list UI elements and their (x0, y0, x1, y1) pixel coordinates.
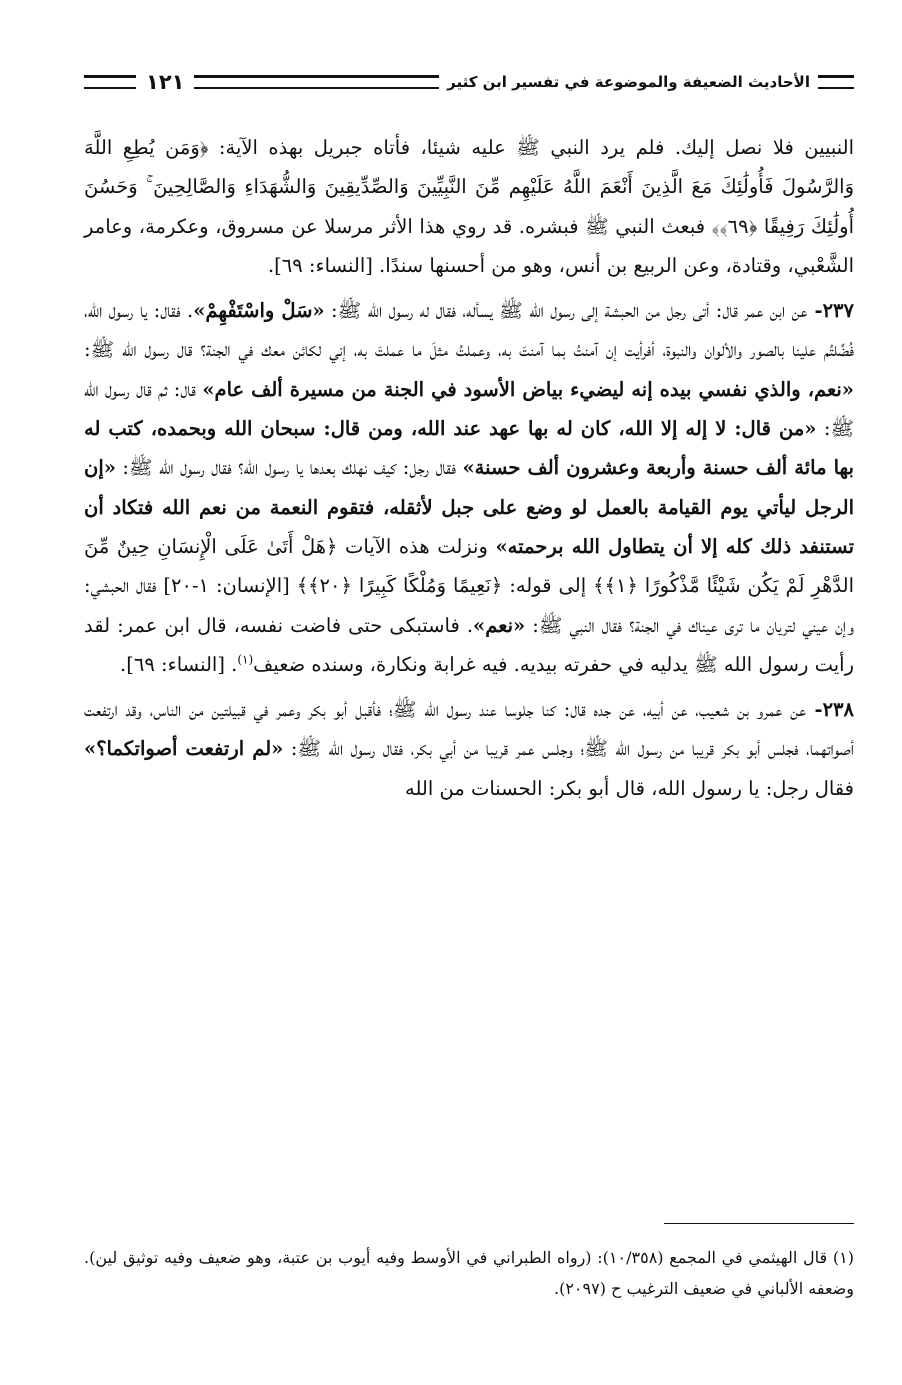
text-run: النبيين فلا نصل إليك. فلم يرد النبي ﷺ عليه شيئا، فأتاه جبريل بهذه الآية: (208, 136, 855, 159)
text-run: فقال رجل: يا رسول الله، قال أبو بكر: الحسنات من الله (405, 776, 854, 800)
text-run: ونزلت هذه الآيات (337, 534, 496, 558)
paragraph (84, 128, 854, 285)
page-number: ١٢١ (146, 70, 185, 94)
paragraph (84, 291, 854, 684)
hadith-quote: «من قال: لا إله إلا الله، كان له بها عهد عند الله، ومن قال: سبحان الله وبحمده، كتب له بها مائة ألف حسنة وأربعة وعشرون ألف حسنة» (84, 417, 854, 480)
text-run: [الإنسان: ١-٢٠] فقال الحبشي: وإن عيني لتريان ما ترى عيناك في الجنة؟ فقال النبي ﷺ: (84, 574, 854, 637)
text-run: . [النساء: ٦٩]. (120, 652, 238, 676)
hadith-quote: «نعم، والذي نفسي بيده إنه ليضيء بياض الأسود في الجنة من مسيرة ألف عام» (202, 377, 854, 401)
quran-verse: ﴿هَلْ أَتَىٰ عَلَى الْإِنسَانِ حِينٌ مِّنَ الدَّهْرِ لَمْ يَكُن شَيْئًا مَّذْكُورًا ﴿١﴾﴾ (84, 534, 855, 598)
header-rule-left (84, 75, 136, 89)
text-run: عن ابن عمر قال: أتى رجل من الحبشة إلى رسول الله ﷺ يسأله، فقال له رسول الله ﷺ: (324, 299, 808, 323)
book-title: الأحاديث الضعيفة والموضوعة في تفسير ابن كثير (447, 73, 810, 91)
hadith-quote: «إن الرجل ليأتي يوم القيامة بالعمل لو وضع على جبل لأثقله، فتقوم النعمة من نعم الله فتكاد أن تستنفد ذلك كله إلا أن يتطاول الله برحمته» (84, 456, 854, 558)
text-run: فبعث النبي ﷺ فبشره. قد روي هذا الأثر مرسلا عن مسروق، وعكرمة، وعامر الشَّعْبي، وقتادة، وعن الربيع بن أنس، وهو من أحسنها سندًا. [النساء: ٦٩]. (84, 214, 854, 277)
text-run: . فاستبكى حتى فاضت نفسه، قال ابن عمر: لقد رأيت رسول الله ﷺ يدليه في حفرته بيديه. فيه غرابة ونكارة، وسنده ضعيف (84, 613, 854, 676)
main-text (84, 128, 854, 808)
hadith-number: ٢٣٨- (806, 698, 854, 722)
text-run: . فقال: يا رسول الله، فُضِّلتُم علينا بالصور والألوان والنبوة، أفرأيت إن آمنتُ بما آمنتَ به، وعملتُ مثلَ ما عملتَ به، إني لكائن معك في الجنة؟ قال رسول الله ﷺ: (84, 299, 854, 362)
hadith-quote: «سَلْ واسْتَفْهِمْ» (193, 299, 325, 323)
text-run: إلى قوله: (502, 574, 594, 598)
header-rule-middle (194, 75, 439, 89)
footnote-ref: (١) (237, 652, 254, 667)
text-run: قال: ثم قال رسول الله ﷺ: (84, 377, 855, 441)
header-rule-right (818, 75, 854, 89)
footnote-separator (664, 1223, 854, 1224)
footnotes (84, 1242, 854, 1304)
quran-verse: ﴿وَمَن يُطِعِ اللَّهَ وَالرَّسُولَ فَأُولَٰئِكَ مَعَ الَّذِينَ أَنْعَمَ اللَّهُ عَلَيْهِم مِّنَ النَّبِيِّينَ وَالصِّدِّيقِينَ وَالشُّهَدَاءِ وَالصَّالِحِينَ ۚ وَحَسُنَ أُولَٰئِكَ رَفِيقًا ﴿٦٩﴾﴾ (84, 136, 854, 238)
hadith-number: ٢٣٧- (807, 299, 854, 323)
text-run: فقال رجل: كيف نهلك بعدها يا رسول الله؟ فقال رسول الله ﷺ: (115, 456, 463, 480)
quran-verse: ﴿نَعِيمًا وَمُلْكًا كَبِيرًا ﴿٢٠﴾﴾ (296, 574, 503, 598)
footnote: (١) قال الهيثمي في المجمع (١٠/٣٥٨): (رواه الطبراني في الأوسط وفيه أيوب بن عتبة، وهو ضعيف وفيه توثيق لين). وضعفه الألباني في ضعيف الترغيب ح (٢٠٩٧). (84, 1248, 854, 1298)
paragraph (84, 690, 854, 808)
text-run: عن عمرو بن شعيب، عن أبيه، عن جده قال: كنا جلوسا عند رسول الله ﷺ؛ فأقبل أبو بكر وعمر في قبيلتين من الناس، وقد ارتفعت أصواتهما، فجلس أبو بكر قريبا من رسول الله ﷺ؛ وجلس عمر قريبا من أبي بكر، فقال رسول الله ﷺ: (84, 698, 854, 761)
hadith-quote: «نعم» (473, 613, 526, 637)
running-header (84, 64, 854, 100)
hadith-quote: «لم ارتفعت أصواتكما؟» (84, 737, 284, 761)
